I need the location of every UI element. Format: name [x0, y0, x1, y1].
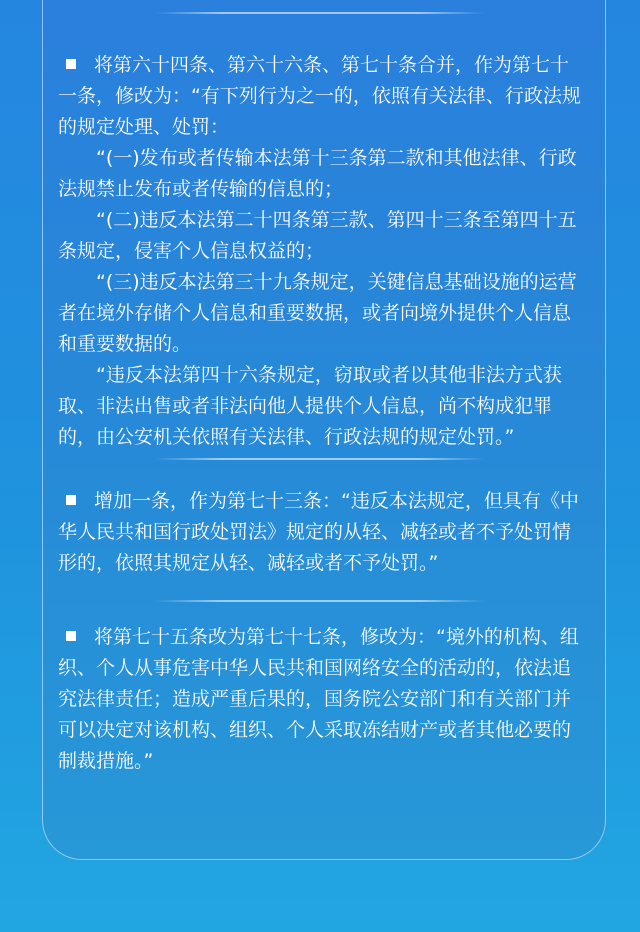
section-1-intro — [58, 50, 586, 143]
square-bullet-icon — [66, 631, 76, 641]
section-2-body: 增加一条，作为第七十三条：“违反本法规定，但具有《中华人民共和国行政处罚法》规定的从轻、减轻或者不予处罚情形的，依照其规定从轻、减轻或者不予处罚。” — [58, 490, 579, 574]
square-bullet-icon — [66, 495, 76, 505]
clause-4: “违反本法第四十六条规定，窃取或者以其他非法方式获取、非法出售或者非法向他人提供个人信息，尚不构成犯罪的，由公安机关依照有关法律、行政法规的规定处罚。” — [58, 364, 562, 448]
divider — [155, 458, 485, 460]
clause-2: “(二)违反本法第二十四条第三款、第四十三条至第四十五条规定，侵害个人信息权益的； — [58, 209, 577, 262]
amendment-section-2 — [58, 486, 586, 579]
section-3-text — [58, 622, 586, 777]
square-bullet-icon — [66, 59, 76, 69]
amendment-section-3 — [58, 622, 586, 777]
amendment-section-1 — [58, 50, 586, 453]
section-2-text — [58, 486, 586, 579]
section-3-body: 将第七十五条改为第七十七条，修改为：“境外的机构、组织、个人从事危害中华人民共和国网络安全的活动的，依法追究法律责任；造成严重后果的，国务院公安部门和有关部门并可以决定对该机构、组织、个人采取冻结财产或者其他必要的制裁措施。” — [58, 626, 579, 772]
clause-1: “(一)发布或者传输本法第十三条第二款和其他法律、行政法规禁止发布或者传输的信息的； — [58, 147, 577, 200]
section-1-intro-text: 将第六十四条、第六十六条、第七十条合并，作为第七十一条，修改为：“有下列行为之一的，依照有关法律、行政法规的规定处理、处罚： — [58, 54, 581, 138]
clause-3: “(三)违反本法第三十九条规定，关键信息基础设施的运营者在境外存储个人信息和重要数据，或者向境外提供个人信息和重要数据的。 — [58, 271, 577, 355]
divider — [155, 600, 485, 602]
divider — [155, 12, 485, 14]
